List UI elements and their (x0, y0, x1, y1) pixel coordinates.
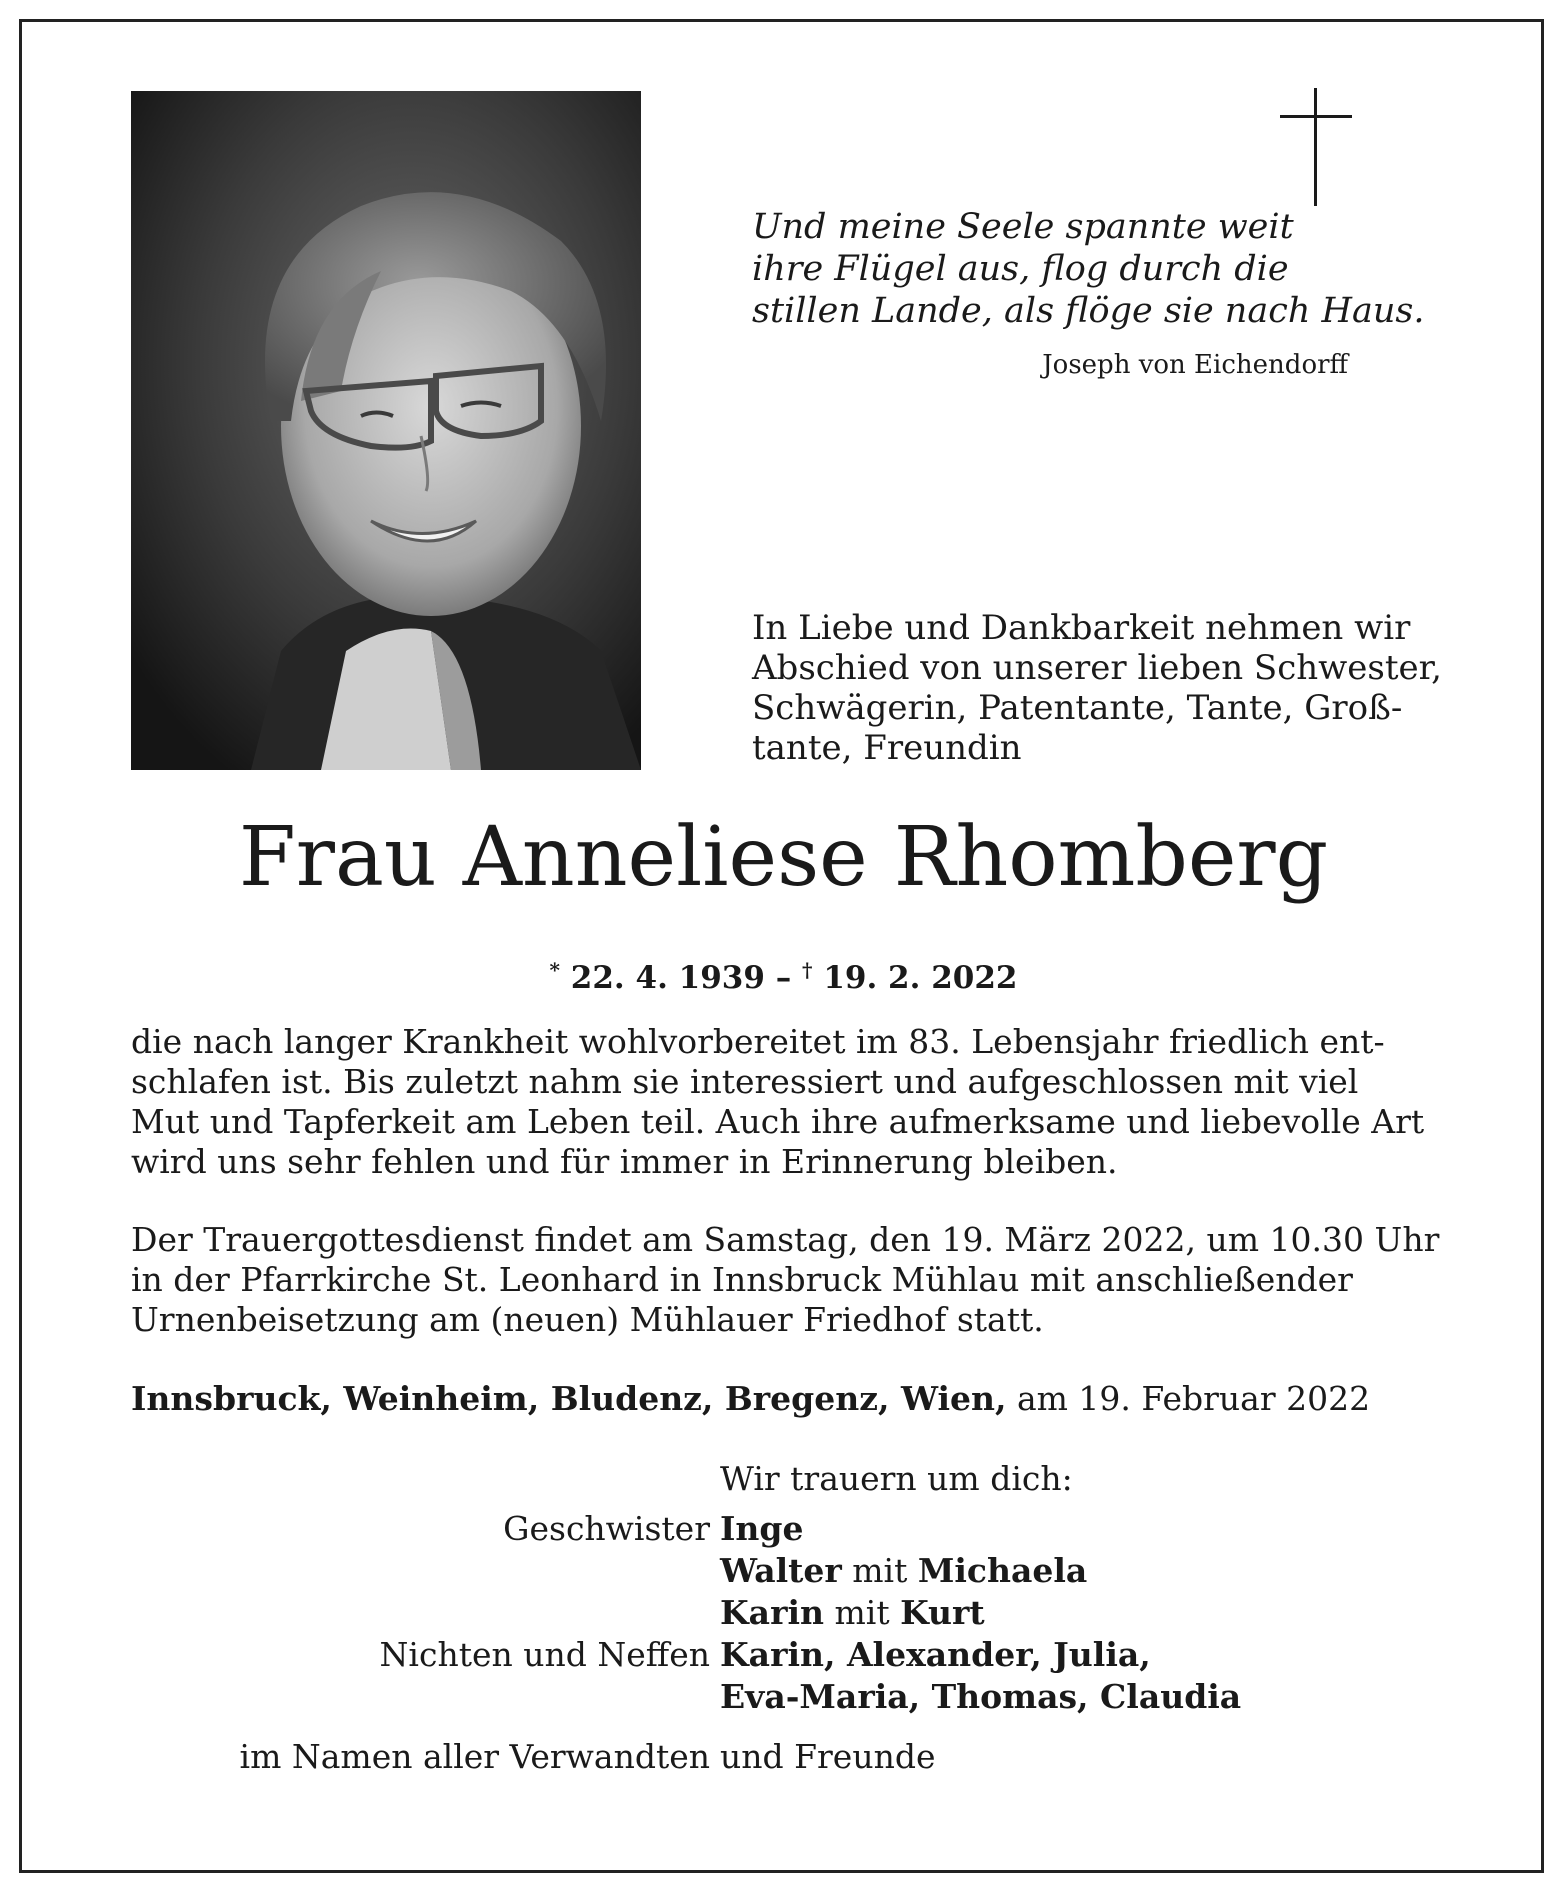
birth-date: 22. 4. 1939 (570, 960, 765, 996)
closing-label: im Namen aller Verwandten (239, 1737, 710, 1776)
death-symbol: † (802, 958, 813, 982)
nieces-line (720, 1676, 1241, 1718)
intro-line: In Liebe und Dankbarkeit nehmen wir (752, 608, 1411, 648)
sibling-name: Walter (720, 1551, 842, 1590)
paragraph-line: Mut und Tapferkeit am Leben teil. Auch ihre aufmerksame und liebevolle Art (131, 1102, 1425, 1141)
paragraph-line: Urnenbeisetzung am (neuen) Mühlauer Friedhof statt. (131, 1300, 1044, 1339)
poem-line: Und meine Seele spannte weit (752, 207, 1294, 247)
sibling-name: Karin (720, 1593, 824, 1632)
service-paragraph (131, 1220, 1441, 1340)
poem-line: ihre Flügel aus, flog durch die (752, 249, 1289, 289)
partner-name: Kurt (900, 1593, 985, 1632)
sibling-line (720, 1508, 804, 1550)
mourners-heading: Wir trauern um dich: (720, 1459, 1073, 1498)
intro-line: Abschied von unserer lieben Schwester, (752, 648, 1442, 688)
date-separator: – (775, 960, 792, 996)
places: Innsbruck, Weinheim, Bludenz, Bregenz, Wien, (131, 1379, 1007, 1418)
siblings-label: Geschwister (503, 1509, 710, 1548)
deceased-name: Frau Anneliese Rhomberg (238, 810, 1329, 905)
with-word: mit (834, 1593, 890, 1632)
obituary-paragraph (131, 1022, 1441, 1182)
portrait-photo (131, 91, 641, 770)
sibling-name: Inge (720, 1509, 804, 1548)
nieces-label: Nichten und Neffen (379, 1635, 710, 1674)
birth-symbol: * (549, 958, 560, 982)
place-and-date (131, 1378, 1370, 1420)
death-date: 19. 2. 2022 (823, 960, 1018, 996)
paragraph-line: in der Pfarrkirche St. Leonhard in Innsbruck Mühlau mit anschließender (131, 1260, 1353, 1299)
poem-quote (752, 206, 1425, 332)
sibling-line (720, 1592, 985, 1634)
paragraph-line: wird uns sehr fehlen und für immer in Erinnerung bleiben. (131, 1142, 1118, 1181)
sibling-line (720, 1550, 1087, 1592)
life-dates (60, 948, 1507, 1000)
intro-line: Schwägerin, Patentante, Tante, Groß- (752, 688, 1403, 728)
portrait-illustration (131, 91, 641, 770)
closing-rest: und Freunde (720, 1737, 936, 1776)
partner-name: Michaela (917, 1551, 1088, 1590)
poem-line: stillen Lande, als flöge sie nach Haus. (752, 291, 1425, 331)
paragraph-line: Der Trauergottesdienst findet am Samstag, den 19. März 2022, um 10.30 Uhr (131, 1220, 1440, 1259)
cross-icon (1280, 88, 1352, 206)
notice-date: am 19. Februar 2022 (1016, 1379, 1371, 1418)
paragraph-line: schlafen ist. Bis zuletzt nahm sie interessiert und aufgeschlossen mit viel (131, 1062, 1359, 1101)
nieces-names: Karin, Alexander, Julia, (720, 1635, 1151, 1674)
paragraph-line: die nach langer Krankheit wohlvorbereitet im 83. Lebensjahr friedlich ent- (131, 1022, 1385, 1061)
nieces-names: Eva-Maria, Thomas, Claudia (720, 1677, 1242, 1716)
intro-text (752, 608, 1442, 768)
poem-author: Joseph von Eichendorff (1042, 350, 1348, 380)
with-word: mit (852, 1551, 908, 1590)
intro-line: tante, Freundin (752, 728, 1022, 768)
nieces-line (720, 1634, 1151, 1676)
